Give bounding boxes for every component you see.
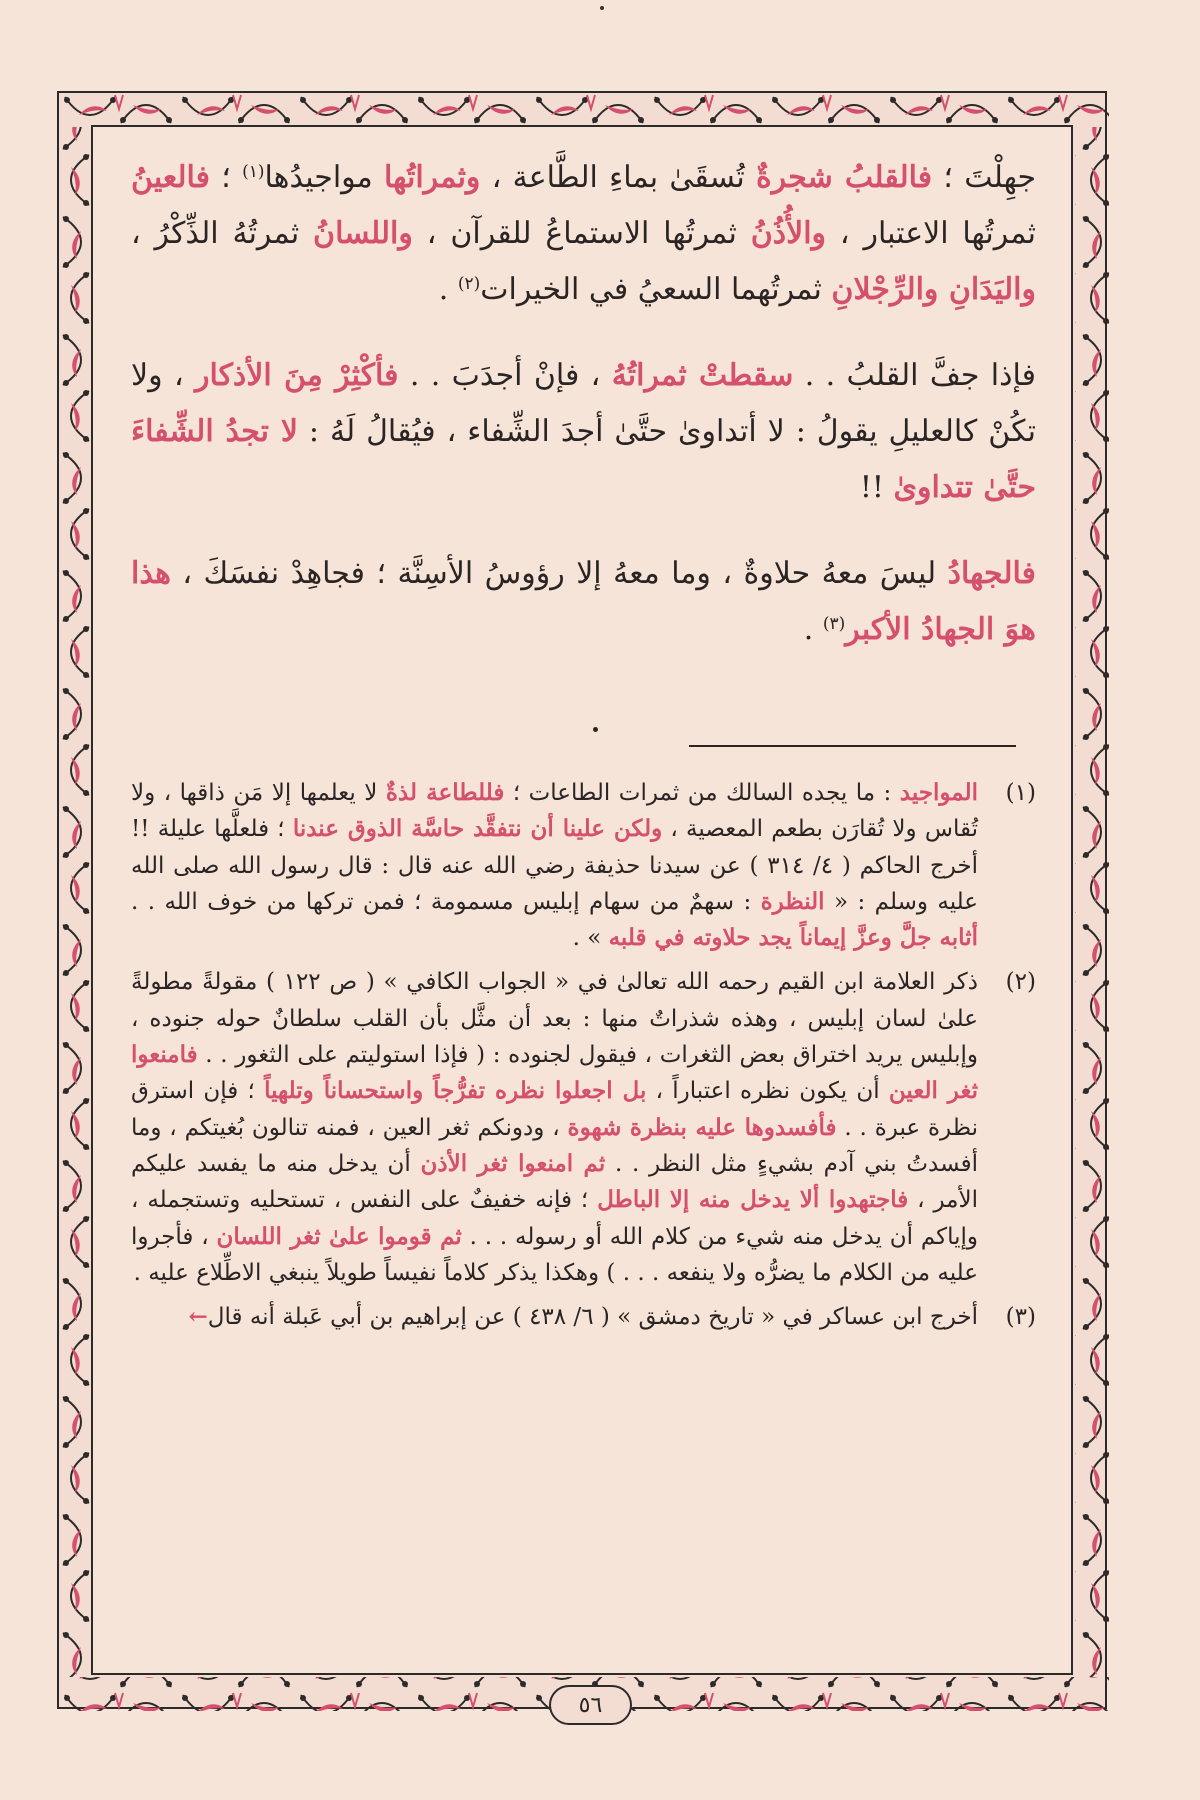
highlight: بل اجعلوا نظره تفرُّجاً واستحساناً وتلهياً bbox=[264, 1077, 647, 1105]
highlight: فأفسدوها عليه بنظرة شهوة bbox=[567, 1113, 837, 1141]
text: أن يكون نظره اعتباراً ، bbox=[646, 1078, 889, 1105]
text: ، فإنْ أجدَبَ . . bbox=[398, 358, 612, 393]
text: جهِلْتَ ؛ bbox=[932, 160, 1036, 195]
footnote-ref-3[interactable]: (٣) bbox=[822, 614, 846, 634]
highlight: فالقلبُ شجرةٌ bbox=[755, 160, 933, 195]
continue-arrow-icon: ← bbox=[188, 1303, 208, 1331]
highlight: فامنعوا ثغر العين bbox=[131, 1041, 978, 1105]
highlight: فالعينُ bbox=[131, 160, 210, 195]
text: ؛ فإنه خفيفٌ على النفس ، تستحليه وتستجمله ، وإياكم أن يدخل منه شيء من كلام الله أو رسوله . . . bbox=[131, 1187, 978, 1250]
highlight: لا تجدُ الشِّفاءَ حتَّىٰ تتداوىٰ bbox=[131, 414, 1036, 505]
text: ليسَ معهُ حلاوةٌ ، وما معهُ إلا رؤوسُ الأسِنَّة ؛ فجاهِدْ نفسَكَ ، bbox=[170, 556, 948, 591]
footnote-text bbox=[131, 964, 978, 1291]
text: ، فأجروا عليه من الكلام ما يضرُّه ولا ينفعه . . . ) وهكذا يذكر كلاماً نفيساً طويلاً ينبغي الاطِّلاع عليه . bbox=[131, 1223, 978, 1286]
highlight: المواجيد bbox=[899, 779, 978, 806]
page-speck bbox=[600, 6, 604, 10]
highlight: واليَدَانِ والرِّجْلانِ bbox=[831, 272, 1036, 307]
footnote-ref-2[interactable]: (٢) bbox=[457, 274, 481, 294]
text: تُسقَىٰ بماءِ الطَّاعة ، bbox=[480, 160, 756, 195]
text: ؛ bbox=[209, 160, 243, 195]
highlight: أثابه جلَّ وعزَّ إيماناً يجد حلاوته في قلبه bbox=[608, 924, 978, 952]
text: مواجيدُها bbox=[264, 160, 385, 195]
footnote-number: (٢) bbox=[1005, 969, 1036, 996]
highlight: والأُذُنُ bbox=[750, 216, 827, 251]
text: لا يعلمها إلا مَن ذاقها ، ولا تُقاس ولا تُقارَن بطعم المعصية ، bbox=[131, 780, 978, 843]
text: ؛ فلعلَّها عليلة !! أخرج الحاكم ( ٤/ ٣١٤ ) عن سيدنا حذيفة رضي الله عنه قال : قال رسول الله صلى الله عليه وسلم : « bbox=[131, 816, 979, 915]
highlight: ثم قوموا علىٰ ثغر اللسان bbox=[216, 1222, 462, 1250]
footnote-number: (٣) bbox=[1005, 1304, 1036, 1331]
text: فإذا جفَّ القلبُ . . bbox=[793, 358, 1036, 393]
footnote-text bbox=[131, 1299, 978, 1335]
paragraph-2 bbox=[131, 348, 1036, 516]
highlight: فالجهادُ bbox=[947, 556, 1036, 591]
footnote-3 bbox=[131, 1299, 1036, 1335]
text: ذكر العلامة ابن القيم رحمه الله تعالىٰ في « الجواب الكافي » ( ص ١٢٢ ) مقولةً مطولةً علىٰ لسان إبليس ، وهذه شذراتٌ منها : بعد أن مثَّل بأن القلب سلطانٌ حوله جنوده ، وإبليس يريد اختراق بعض الثغرات ، فيقول لجنوده : ( فإذا استوليتم على الثغور . . bbox=[131, 969, 978, 1069]
text: أن يدخل منه ما يفسد عليكم الأمر ، bbox=[131, 1150, 979, 1214]
text: ، ودونكم ثغر العين ، فمنه تنالون بُغيتكم ، وما أفسدتُ بني آدم بشيءٍ مثل النظر . . bbox=[131, 1114, 978, 1177]
footnote-text bbox=[131, 775, 978, 956]
footnote-separator bbox=[689, 745, 1016, 747]
highlight: هذا هوَ الجهادُ الأكبر bbox=[131, 556, 1036, 647]
text: » . bbox=[572, 925, 609, 952]
text: أخرج ابن عساكر في « تاريخ دمشق » ( ٦/ ٤٣٨ ) عن إبراهيم بن أبي عَبلة أنه قال bbox=[207, 1304, 978, 1331]
highlight: واللسانُ bbox=[313, 216, 413, 251]
text: : ما يجده السالك من ثمرات الطاعات ؛ bbox=[504, 780, 900, 806]
highlight: فأكْثِرْ مِنَ الأذكار bbox=[194, 358, 399, 393]
text: !! bbox=[859, 470, 894, 505]
highlight: ولكن علينا أن نتفقَّد حاسَّة الذوق عندنا bbox=[292, 815, 663, 843]
footnote-ref-1[interactable]: (١) bbox=[242, 162, 265, 182]
footnote-1 bbox=[131, 775, 1036, 956]
text: : سهمٌ من سهام إبليس مسمومة ؛ فمن تركها من خوف الله . . bbox=[131, 888, 761, 915]
main-text bbox=[131, 150, 1036, 658]
text: . bbox=[803, 612, 823, 647]
footnote-2 bbox=[131, 964, 1036, 1291]
text: . bbox=[438, 272, 458, 307]
highlight: النظرة bbox=[760, 887, 825, 915]
page-number: ٥٦ bbox=[549, 1685, 632, 1725]
highlight: فاجتهدوا ألا يدخل منه إلا الباطل bbox=[597, 1186, 909, 1214]
ink-speck bbox=[593, 727, 598, 732]
highlight: فللطاعة لذةٌ bbox=[385, 779, 505, 806]
text: ثمرتُها الاستماعُ للقرآن ، bbox=[412, 216, 751, 251]
highlight: ثم امنعوا ثغر الأذن bbox=[420, 1149, 606, 1177]
highlight: وثمراتُها bbox=[384, 160, 481, 195]
paragraph-1 bbox=[131, 150, 1036, 318]
text: ثمرتُهما السعيُ في الخيرات bbox=[480, 272, 832, 307]
footnote-number: (١) bbox=[1005, 780, 1036, 806]
text: ثمرتُهُ الذِّكْرُ ، bbox=[131, 216, 314, 251]
text: ، ولا تكُنْ كالعليلِ يقولُ : لا أتداوىٰ حتَّىٰ أجدَ الشِّفاء ، فيُقالُ لَهُ : bbox=[131, 358, 1036, 449]
text: ؛ فإن استرق نظرة عبرة . . bbox=[131, 1078, 979, 1141]
text: ثمرتُها الاعتبار ، bbox=[826, 216, 1036, 251]
footnotes bbox=[131, 775, 1036, 1335]
paragraph-3 bbox=[131, 546, 1036, 658]
highlight: سقطتْ ثمراتُهُ bbox=[611, 358, 794, 393]
